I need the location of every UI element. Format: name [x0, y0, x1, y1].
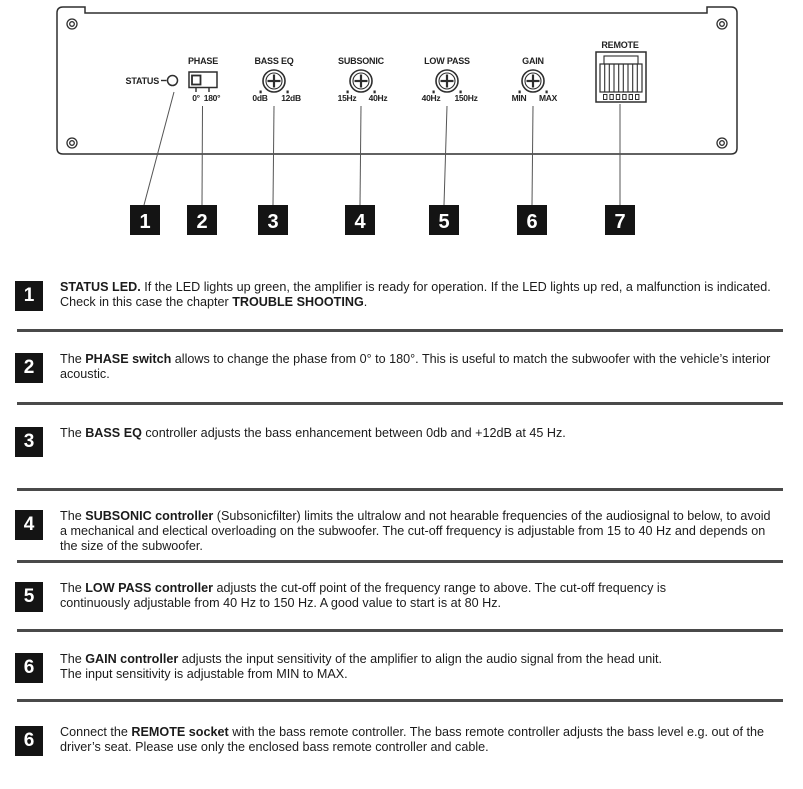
section-text — [60, 280, 771, 310]
status-label: STATUS — [125, 76, 159, 86]
section-number-badge: 5 — [15, 582, 43, 612]
bold-text-segment: TROUBLE SHOOTING — [232, 295, 364, 309]
callout-1: 1 — [139, 211, 151, 233]
text-segment: a mechanical and electical overloading on the subwoofer. The cut-off frequency is adjustable from 15 to 40 Hz and depends on — [60, 524, 766, 538]
text-segment: continuously adjustable from 40 Hz to 150 Hz. A good value to start is at 80 Hz. — [60, 596, 502, 610]
text-segment: the size of the subwoofer. — [60, 539, 203, 553]
callout-2: 2 — [196, 211, 208, 233]
bass-eq-min-label: 0dB — [252, 93, 268, 103]
text-segment: driver’s seat. Please use only the enclosed bass remote controller and cable. — [60, 740, 489, 754]
status-led-icon — [168, 76, 178, 86]
callout-3: 3 — [267, 211, 279, 233]
text-segment: controller adjusts the bass enhancement between 0db and +12dB at 45 Hz. — [141, 426, 566, 440]
section-text — [60, 426, 566, 441]
text-line — [60, 667, 662, 682]
text-line — [60, 581, 666, 596]
text-line — [60, 280, 771, 295]
bass-eq-label: BASS EQ — [254, 56, 294, 66]
text-segment: allows to change the phase from 0° to 180°. This is useful to match the subwoofer with the vehicle’s interior — [171, 352, 771, 366]
text-line — [60, 596, 666, 611]
text-segment: Check in this case the chapter — [60, 295, 233, 309]
gain-max-label: MAX — [539, 93, 557, 103]
phase-max-label: 180° — [203, 93, 221, 103]
phase-switch — [188, 56, 221, 103]
section-text — [60, 581, 666, 611]
text-segment: (Subsonicfilter) limits the ultralow and not hearable frequencies of the audiosignal to below, to avoid — [213, 509, 771, 523]
bold-text-segment: PHASE switch — [85, 352, 172, 366]
section-text — [60, 725, 764, 755]
text-segment: The — [60, 426, 86, 440]
text-line — [60, 426, 566, 441]
remote-socket — [596, 40, 646, 102]
section-divider — [17, 329, 783, 332]
remote-label: REMOTE — [601, 40, 639, 50]
section-number-badge: 1 — [15, 281, 43, 311]
text-segment: with the bass remote controller. The bass remote controller adjusts the bass level e.g. out of the — [228, 725, 764, 739]
section-text — [60, 652, 662, 682]
amplifier-panel-diagram — [0, 0, 803, 250]
gain-min-label: MIN — [511, 93, 527, 103]
bold-text-segment: LOW PASS controller — [85, 581, 214, 595]
section-divider — [17, 560, 783, 563]
callout-6: 6 — [526, 211, 538, 233]
bold-text-segment: GAIN controller — [85, 652, 179, 666]
text-segment: adjusts the input sensitivity of the amplifier to align the audio signal from the head unit. — [178, 652, 663, 666]
text-line — [60, 295, 771, 310]
text-line — [60, 652, 662, 667]
text-line — [60, 367, 770, 382]
callout-5: 5 — [438, 211, 450, 233]
text-segment: The — [60, 509, 86, 523]
section-divider — [17, 402, 783, 405]
text-segment: The input sensitivity is adjustable from MIN to MAX. — [60, 667, 348, 681]
gain-label: GAIN — [522, 56, 544, 66]
phase-switch-knob — [192, 76, 201, 85]
subsonic-max-label: 40Hz — [368, 93, 388, 103]
text-segment: acoustic. — [60, 367, 110, 381]
low-pass-label: LOW PASS — [424, 56, 470, 66]
text-segment: If the LED lights up green, the amplifier is ready for operation. If the LED lights up red, a malfunction is indicated. — [140, 280, 771, 294]
bold-text-segment: SUBSONIC controller — [85, 509, 214, 523]
text-segment: adjusts the cut-off point of the frequency range to above. The cut-off frequency is — [213, 581, 666, 595]
bass-eq-max-label: 12dB — [281, 93, 301, 103]
callout-boxes — [130, 205, 635, 235]
text-segment: . — [363, 295, 368, 309]
text-segment: The — [60, 652, 86, 666]
section-text — [60, 352, 770, 382]
section-divider — [17, 488, 783, 491]
section-number-badge: 6 — [15, 726, 43, 756]
section-number-badge: 4 — [15, 510, 43, 540]
callout-7: 7 — [614, 211, 626, 233]
text-line — [60, 740, 764, 755]
section-number-badge: 2 — [15, 353, 43, 383]
callout-4: 4 — [354, 211, 366, 233]
text-segment: The — [60, 352, 86, 366]
low-pass-min-label: 40Hz — [421, 93, 441, 103]
text-line — [60, 539, 771, 554]
section-divider — [17, 629, 783, 632]
text-segment: Connect the — [60, 725, 132, 739]
section-number-badge: 3 — [15, 427, 43, 457]
phase-label: PHASE — [187, 56, 219, 66]
text-line — [60, 725, 764, 740]
status-led — [126, 76, 178, 87]
bold-text-segment: BASS EQ — [85, 426, 142, 440]
text-segment: The — [60, 581, 86, 595]
section-number-badge: 6 — [15, 653, 43, 683]
subsonic-min-label: 15Hz — [337, 93, 357, 103]
section-divider — [17, 699, 783, 702]
text-line — [60, 352, 770, 367]
bold-text-segment: STATUS LED. — [60, 280, 141, 294]
bold-text-segment: REMOTE socket — [131, 725, 229, 739]
phase-min-label: 0° — [192, 93, 200, 103]
low-pass-max-label: 150Hz — [454, 93, 478, 103]
text-line — [60, 524, 771, 539]
subsonic-label: SUBSONIC — [338, 56, 384, 66]
text-line — [60, 509, 771, 524]
section-text — [60, 509, 771, 554]
